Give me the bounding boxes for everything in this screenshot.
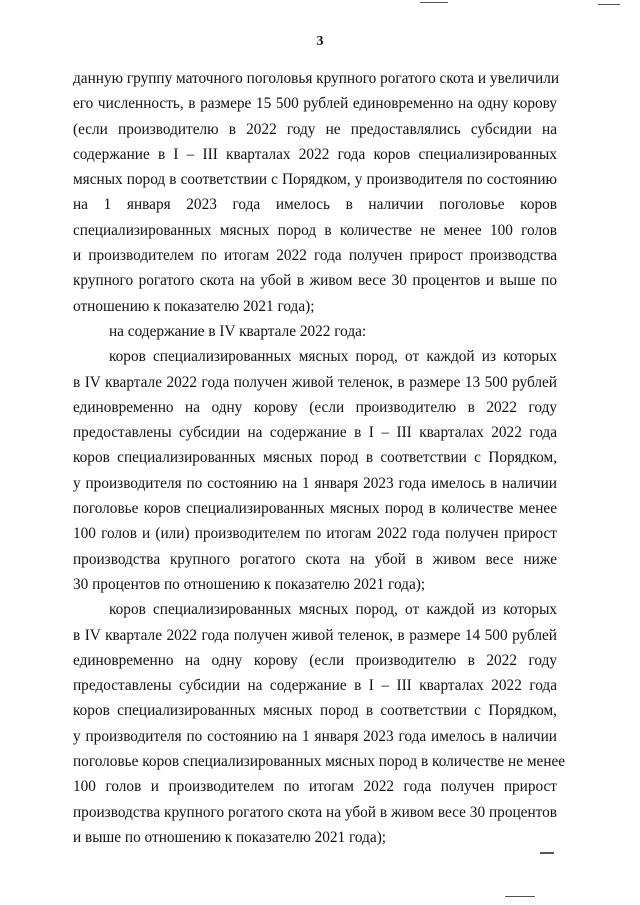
paragraph xyxy=(73,66,560,319)
text-line: поголовье коров специализированных мясных пород в количестве не менее xyxy=(73,753,566,771)
text-line: его численность, в размере 15 500 рублей единовременно на одну корову xyxy=(73,95,557,113)
document-body xyxy=(73,66,566,850)
text-line: у производителя по состоянию на 1 января 2023 года имелось в наличии xyxy=(73,727,557,745)
text-line: на 1 января 2023 года имелось в наличии поголовье коров xyxy=(73,196,557,214)
text-line: отношению к показателю 2021 года); xyxy=(73,297,315,315)
text-line: данную группу маточного поголовья крупного рогатого скота и увеличили xyxy=(73,70,560,87)
text-line: и производителем по итогам 2022 года получен прирост производства xyxy=(73,247,557,265)
text-line: производства крупного рогатого скота на убой в живом весе 30 процентов xyxy=(73,803,557,821)
text-line: специализированных мясных пород в количестве не менее 100 голов xyxy=(73,221,557,239)
text-line: единовременно на одну корову (если производителю в 2022 году xyxy=(73,651,557,669)
text-line: в IV квартале 2022 года получен живой теленок, в размере 13 500 рублей xyxy=(73,373,557,391)
text-line: 30 процентов по отношению к показателю 2021 года); xyxy=(73,575,426,593)
text-line: мясных пород в соответствии с Порядком, у производителя по состоянию xyxy=(73,171,557,189)
text-line: предоставлены субсидии на содержание в I – III кварталах 2022 года xyxy=(73,424,557,442)
text-line: крупного рогатого скота на убой в живом весе 30 процентов и выше по xyxy=(73,272,557,290)
scan-artifact-top-left xyxy=(420,2,448,3)
text-line: поголовье коров специализированных мясных пород в количестве менее xyxy=(73,500,557,518)
text-line: коров специализированных мясных пород, от каждой из которых xyxy=(109,601,557,619)
scan-artifact-bottom-edge xyxy=(505,896,535,897)
paragraph xyxy=(73,344,557,597)
paragraph xyxy=(73,597,566,850)
text-line: содержание в I – III кварталах 2022 года коров специализированных xyxy=(73,145,557,163)
scan-artifact-bottom-right xyxy=(540,852,554,854)
page-number: 3 xyxy=(316,34,324,49)
text-line: производства крупного рогатого скота на убой в живом весе ниже xyxy=(73,550,557,568)
text-line: (если производителю в 2022 году не предоставлялись субсидии на xyxy=(73,120,557,138)
text-line: у производителя по состоянию на 1 января 2023 года имелось в наличии xyxy=(73,474,557,492)
text-line: коров специализированных мясных пород в соответствии с Порядком, xyxy=(73,449,557,467)
paragraph xyxy=(73,319,557,344)
text-line: коров специализированных мясных пород, от каждой из которых xyxy=(109,348,557,366)
text-line: 100 голов и (или) производителем по итогам 2022 года получен прирост xyxy=(73,525,557,543)
text-line: на содержание в IV квартале 2022 года: xyxy=(109,322,367,340)
text-line: 100 голов и производителем по итогам 2022 года получен прирост xyxy=(73,778,557,796)
text-line: предоставлены субсидии на содержание в I – III кварталах 2022 года xyxy=(73,677,557,695)
scan-artifact-top-right xyxy=(598,4,620,5)
text-line: и выше по отношению к показателю 2021 года); xyxy=(73,828,387,846)
text-line: в IV квартале 2022 года получен живой теленок, в размере 14 500 рублей xyxy=(73,626,557,644)
text-line: единовременно на одну корову (если производителю в 2022 году xyxy=(73,398,557,416)
text-line: коров специализированных мясных пород в соответствии с Порядком, xyxy=(73,702,557,720)
